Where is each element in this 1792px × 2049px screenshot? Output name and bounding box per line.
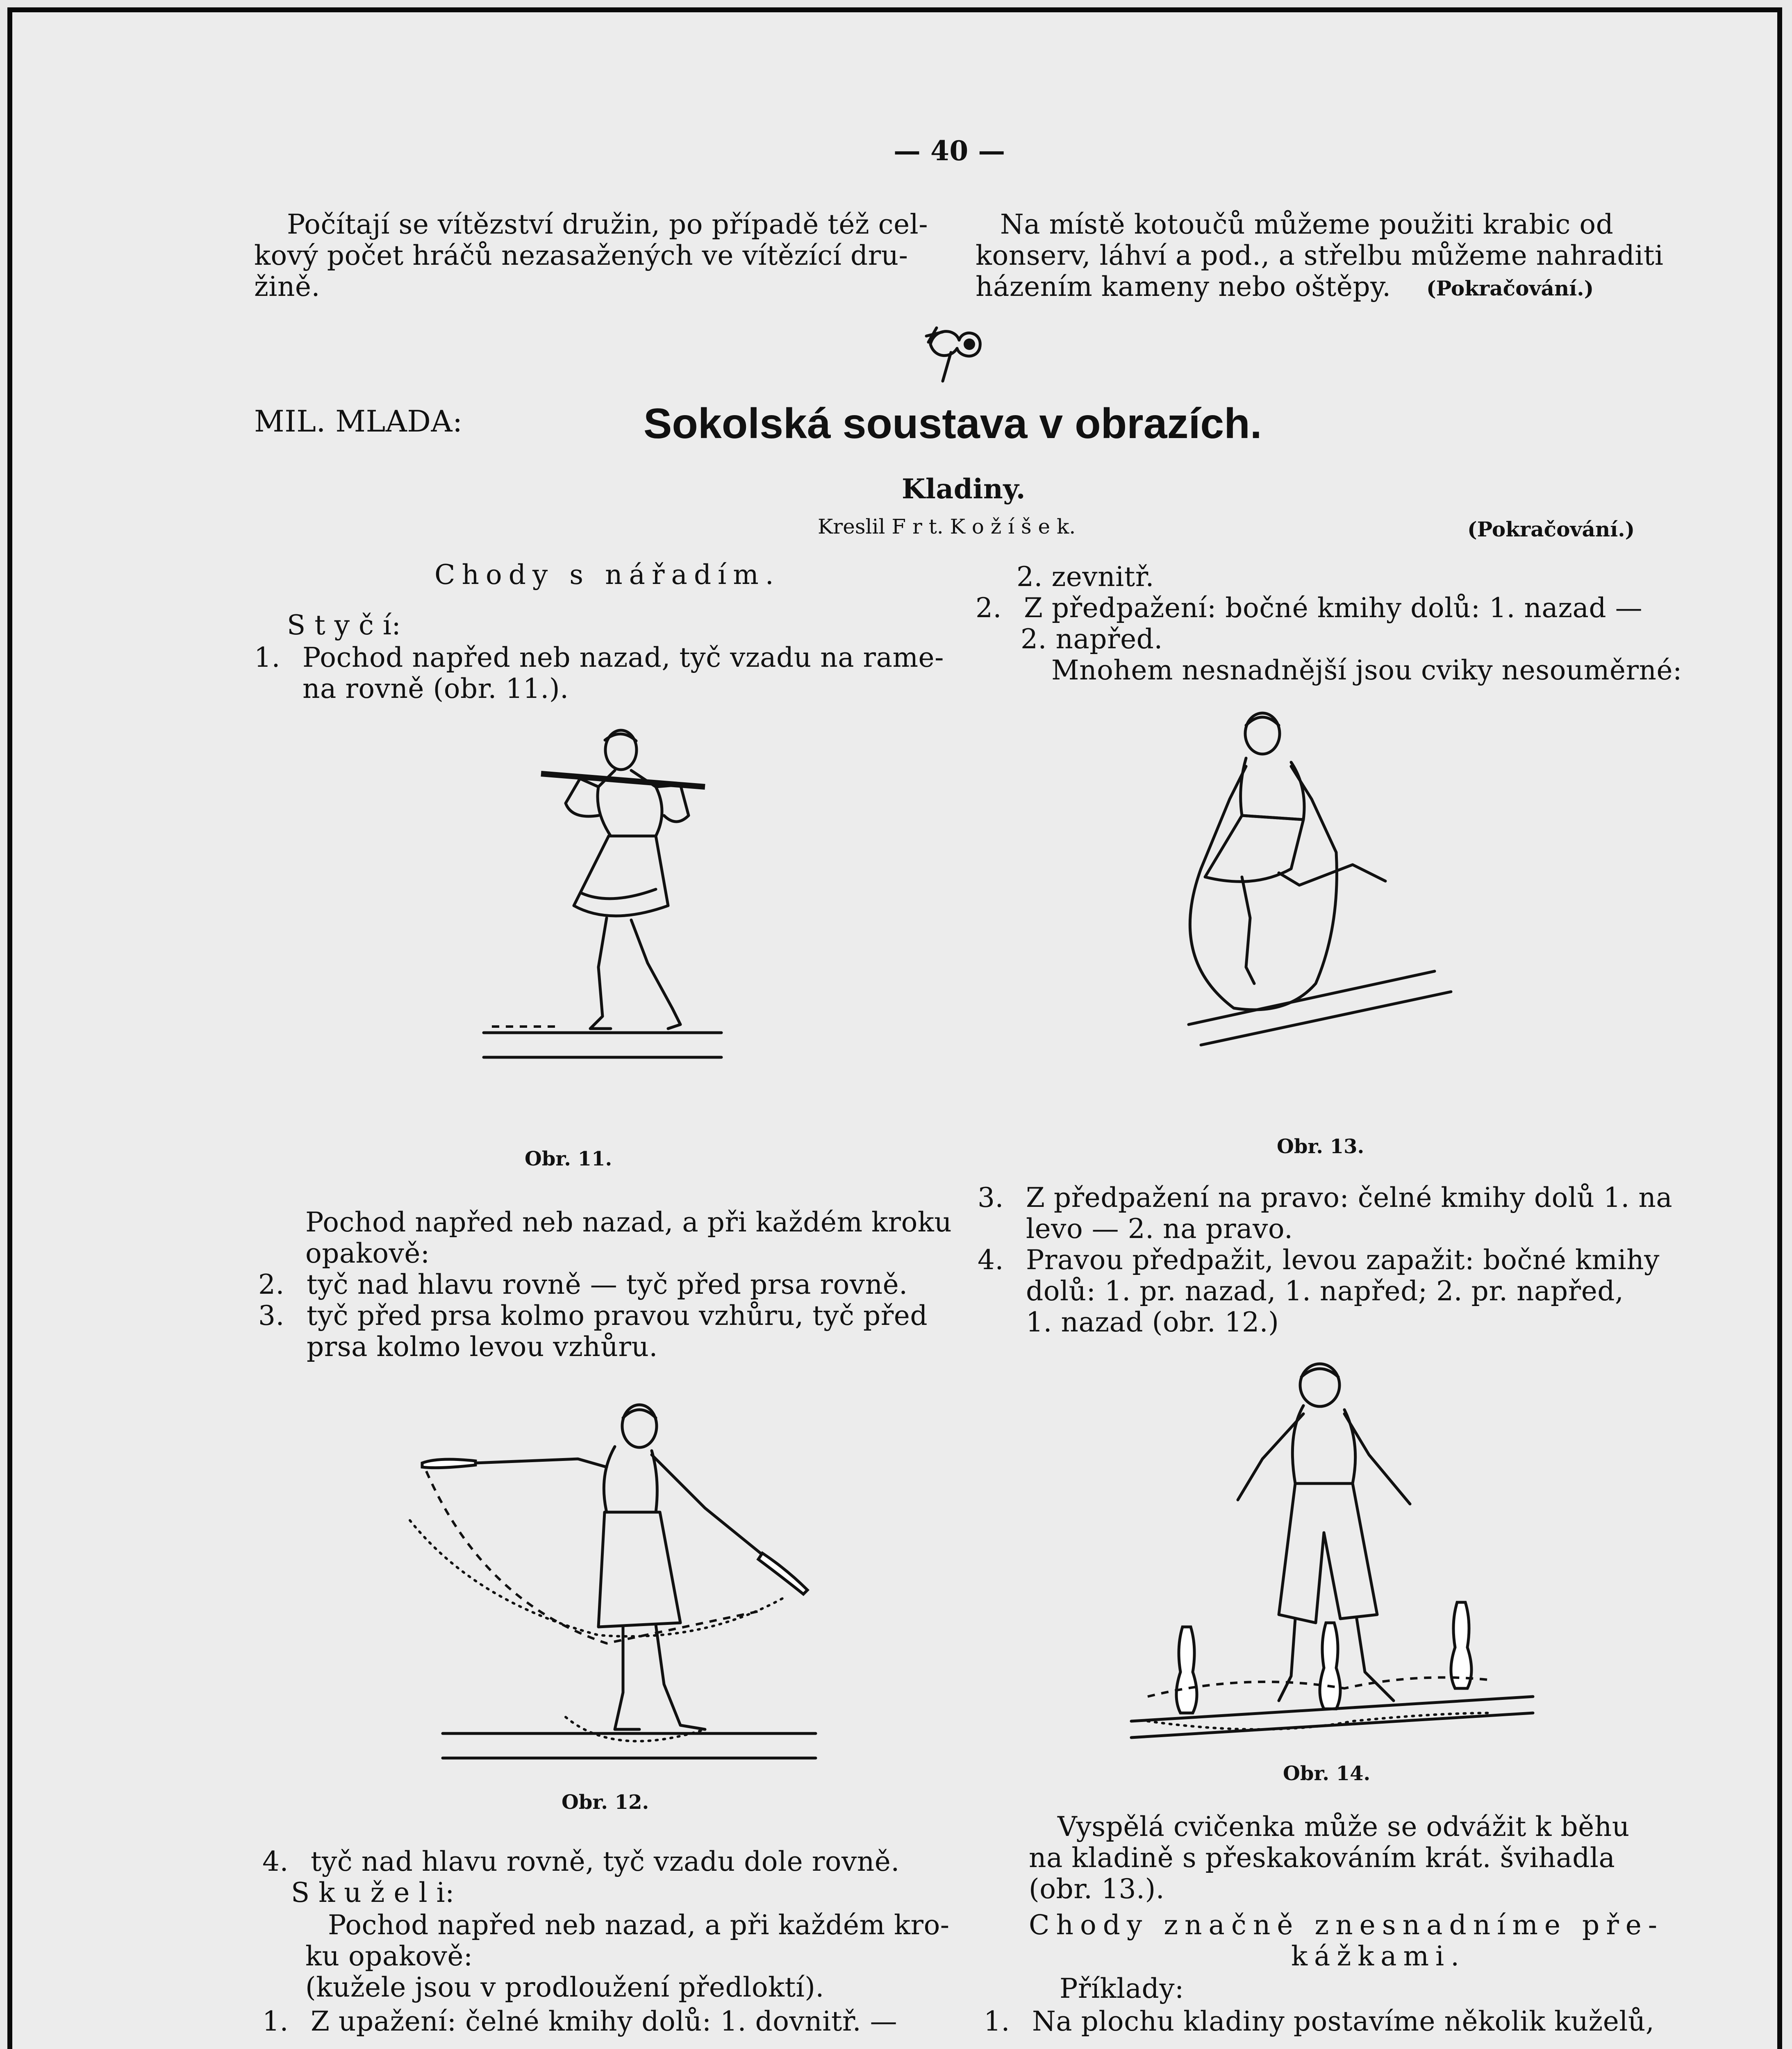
left-item4-text: tyč nad hlavu rovně, tyč vzadu dole rovně. [311,1846,900,1877]
right-item3 [978,1182,1672,1213]
left-item4 [262,1846,900,1877]
left-para2-line1: Pochod napřed neb nazad, a při každém kroku [305,1206,952,1238]
right-item2-line1: Z předpažení: bočné kmihy dolů: 1. nazad — [1024,592,1643,624]
right-para2-line1: Vyspělá cvičenka může se odvážit k běhu [1057,1811,1630,1842]
left-item3 [258,1300,928,1331]
right-priklady: Příklady: [1060,1973,1184,2004]
left-item3-line2: prsa kolmo levou vzhůru. [307,1331,658,1363]
left-item2 [258,1269,908,1300]
right-item4-num: 4. [978,1244,1004,1276]
left-para3-line1: Pochod napřed neb nazad, a při každém kro- [328,1909,950,1941]
top-left-line-1: Počítají se vítězství družin, po případě též cel- [287,209,928,240]
right-item2 [976,593,1642,624]
left-item1 [254,642,944,673]
right-item4-line3: 1. nazad (obr. 12.) [1026,1306,1279,1338]
top-right-line-1: Na místě kotoučů můžeme použiti krabic od [1000,209,1614,240]
top-right-line-3: házením kameny nebo oštěpy. [976,271,1391,302]
right-item2-num: 2. [976,592,1002,624]
subheading-tyci: S t y č í: [287,609,401,641]
right-item4 [978,1245,1660,1276]
figure-12-illustration [393,1389,836,1791]
right-para2-line2: na kladině s přeskakováním krát. švihadla [1029,1842,1615,1874]
left-item1-line2: na rovně (obr. 11.). [302,673,569,704]
figure-14-illustration [1123,1361,1549,1750]
fig12-caption: Obr. 12. [562,1791,649,1814]
author: MIL. MLADA: [254,404,463,438]
top-right-line-2: konserv, láhví a pod., a střelbu můžeme nahraditi [976,240,1664,271]
right-item3-line2: levo — 2. na pravo. [1026,1213,1293,1245]
left-para3-line3: (kužele jsou v prodloužení předloktí). [305,1972,824,2003]
left-para2-line2: opakově: [305,1238,430,1269]
left-heading: Chody s nářadím. [434,559,780,591]
right-item5 [984,2006,1654,2037]
top-left-line-3: žině. [254,271,320,302]
illustrator: Kreslil F r t. K o ž í š e k. [818,515,1076,538]
left-item3-line1: tyč před prsa kolmo pravou vzhůru, tyč před [307,1300,928,1331]
left-item3-num: 3. [258,1300,284,1331]
article-title: Sokolská soustava v obrazích. [644,400,1262,448]
left-item2-text: tyč nad hlavu rovně — tyč před prsa rovně. [307,1269,908,1300]
left-item5 [262,2006,897,2037]
fig13-caption: Obr. 13. [1277,1135,1364,1158]
section-title: Kladiny. [902,473,1026,505]
left-item1-line1: Pochod napřed neb nazad, tyč vzadu na rame- [302,642,944,673]
left-item1-num: 1. [254,642,280,673]
figure-11-illustration [475,713,746,1123]
top-right-continued: (Pokračování.) [1426,276,1594,300]
right-item3-num: 3. [978,1182,1004,1213]
left-para3-line2: ku opakově: [305,1940,473,1972]
right-heading2-line1: Chody značně znesnadníme pře- [1029,1909,1664,1941]
left-item5-num: 1. [262,2006,289,2037]
right-item2-line2: 2. napřed. [1021,623,1163,655]
ornament-flower-icon [918,320,992,385]
article-continued: (Pokračování.) [1467,517,1635,541]
right-item5-num: 1. [984,2006,1010,2037]
right-para1: Mnohem nesnadnější jsou cviky nesouměrné: [1051,654,1682,686]
fig11-caption: Obr. 11. [525,1147,612,1170]
right-line1: 2. zevnitř. [1017,561,1154,593]
subheading-kuzeli: S k u ž e l i: [291,1877,455,1908]
page-number: — 40 — [894,135,1005,167]
right-item3-line1: Z předpažení na pravo: čelné kmihy dolů 1. na [1026,1182,1673,1213]
top-left-line-2: kový počet hráčů nezasažených ve vítězící dru- [254,240,908,271]
right-para2-line3: (obr. 13.). [1029,1873,1165,1905]
left-item4-num: 4. [262,1846,289,1877]
right-item5-text: Na plochu kladiny postavíme několik kuželů, [1032,2006,1655,2037]
figure-13-illustration [1180,705,1476,1098]
right-item4-line2: dolů: 1. pr. nazad, 1. napřed; 2. pr. napřed, [1026,1275,1624,1307]
left-item2-num: 2. [258,1269,284,1300]
left-item5-text: Z upažení: čelné kmihy dolů: 1. dovnitř. — [311,2006,898,2037]
right-heading2-line2: kážkami. [1291,1940,1466,1972]
right-item4-line1: Pravou předpažit, levou zapažit: bočné kmihy [1026,1244,1660,1276]
fig14-caption: Obr. 14. [1283,1762,1371,1785]
